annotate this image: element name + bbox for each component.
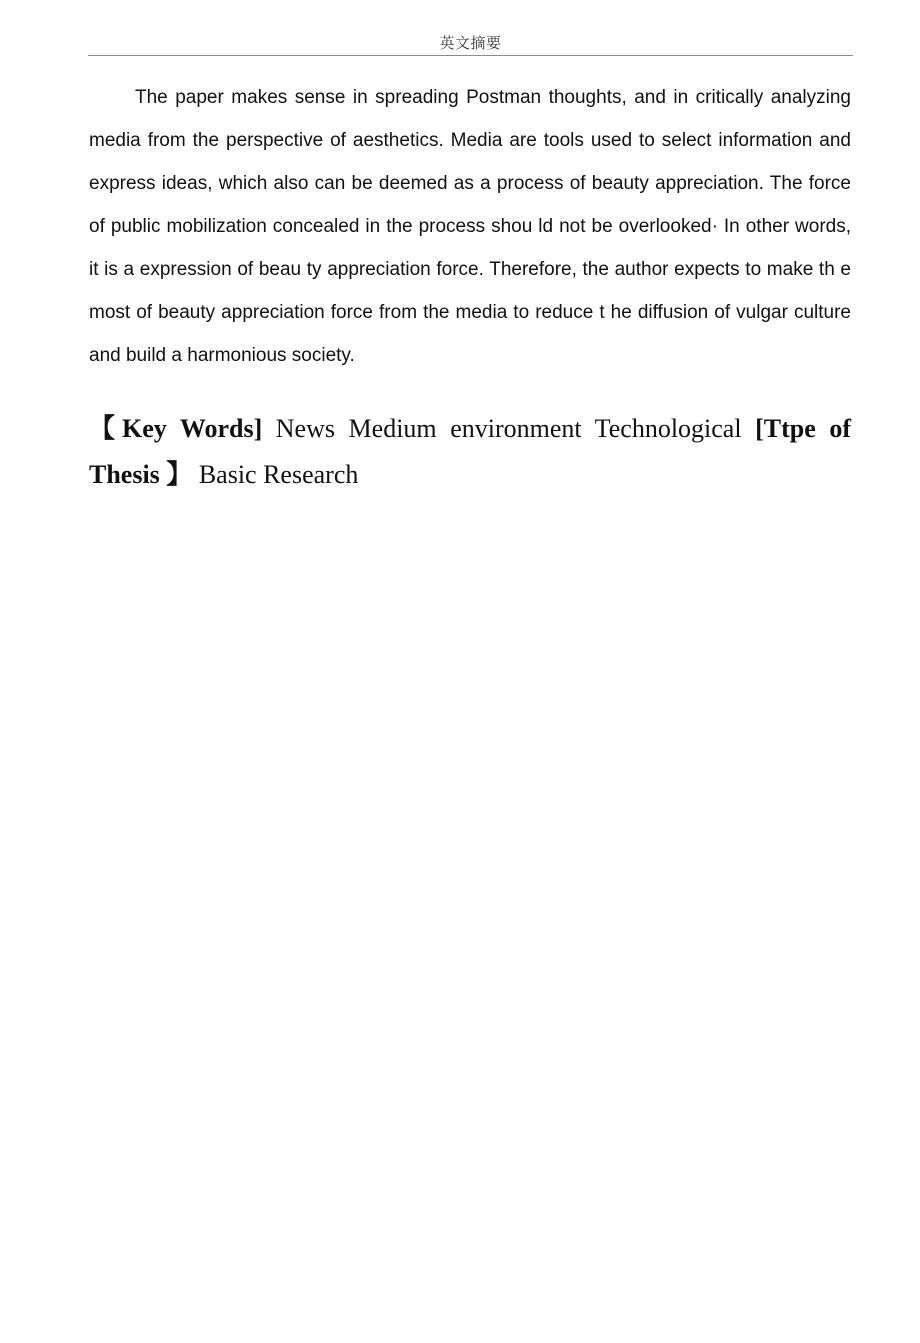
- keywords-value: News Medium environment Technological: [275, 414, 742, 443]
- thesis-type-value: Basic Research: [198, 460, 359, 489]
- page-header: [88, 33, 853, 56]
- keywords-label: 【Key Words]: [89, 414, 263, 443]
- thesis-type-label: [Ttpe of Thesis 】: [89, 414, 851, 489]
- abstract-paragraph: The paper makes sense in spreading Postman thoughts, and in critically analyzing media from the perspective of aesthetics. Media are tools used to select information and express ideas, which also can be deemed as a process of beauty appreciation. The force of public mobilization concealed in the process shou ld not be overlooked· In other words, it is a expression of beau ty appreciation force. Therefore, the author expects to make th e most of beauty appreciation force from the media to reduce t he diffusion of vulgar culture and build a harmonious society.: [89, 87, 851, 366]
- page-header-title: 英文摘要: [439, 34, 502, 52]
- keywords-section: [89, 406, 851, 498]
